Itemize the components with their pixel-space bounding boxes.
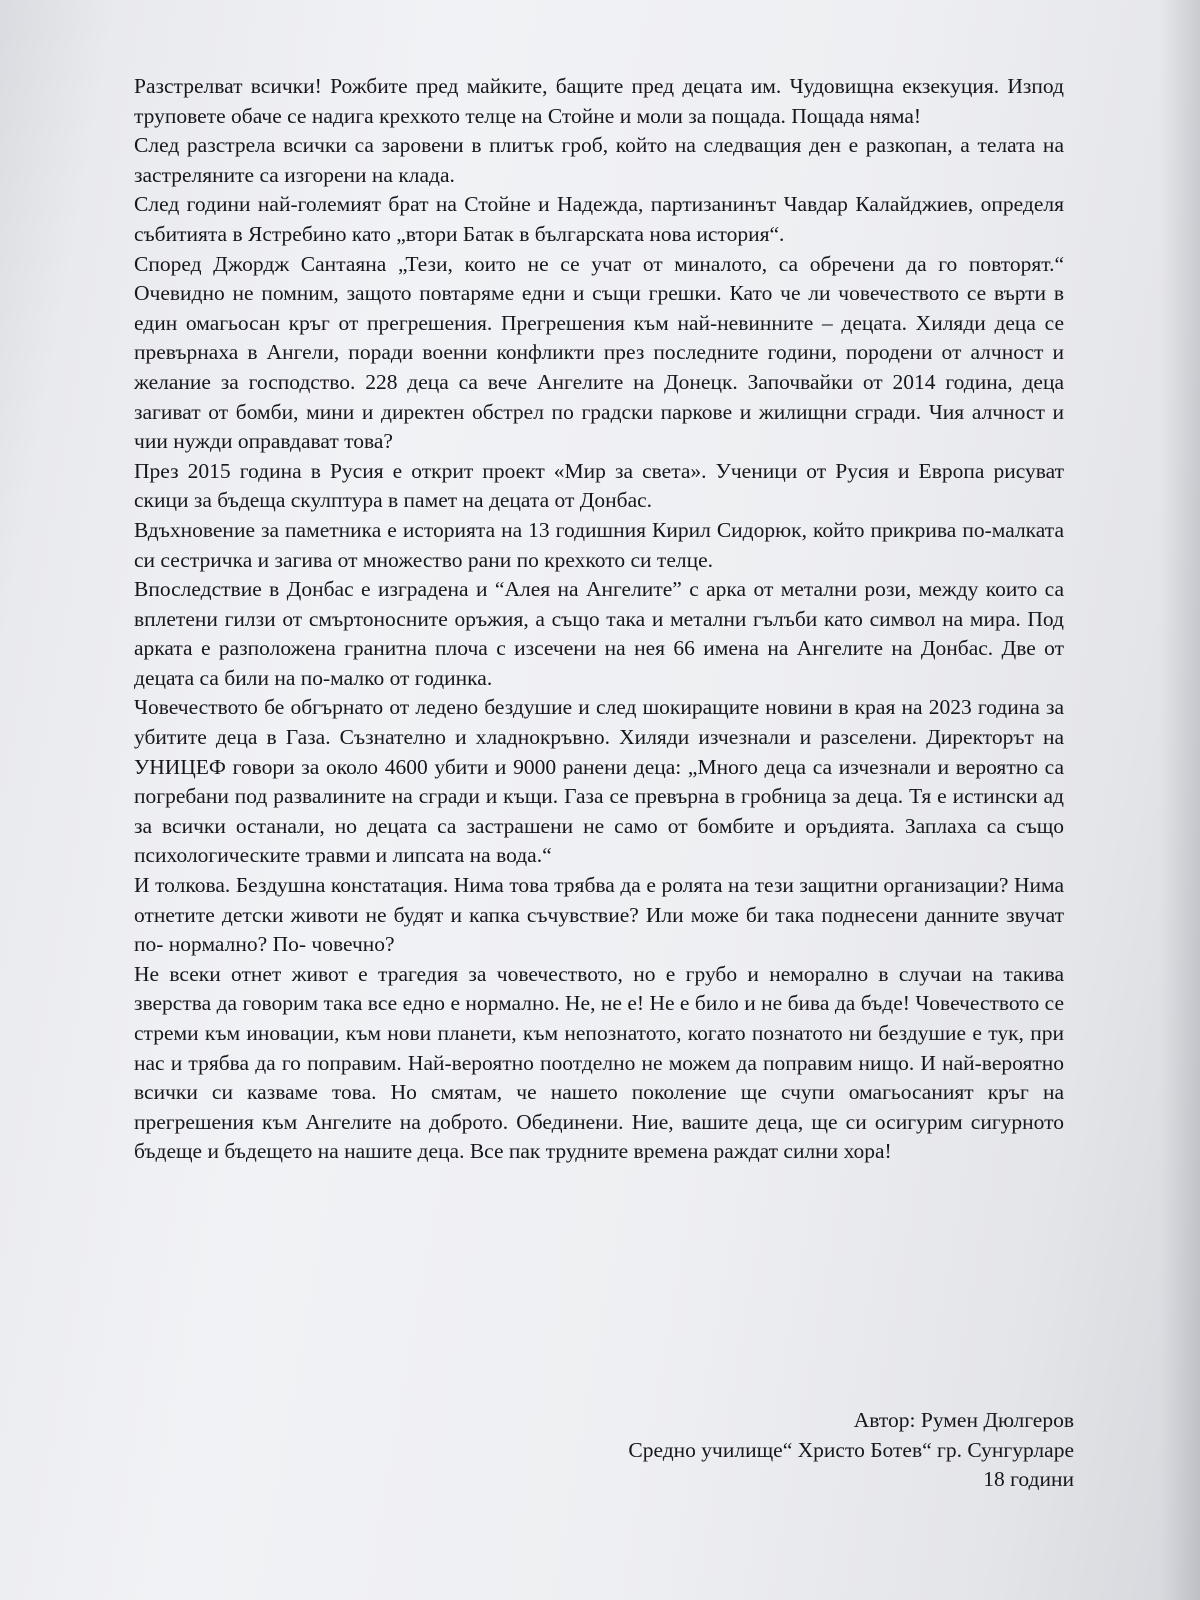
paragraph-6: Вдъхновение за паметника е историята на 13 годишния Кирил Сидорюк, който прикрива по-малката си сестричка и загива от множество рани по крехкото си телце. xyxy=(134,517,1064,572)
paragraph-3: След години най-големият брат на Стойне и Надежда, партизанинът Чавдар Калайджиев, определя събитията в Ястребино като „втори Батак в българската нова история“. xyxy=(134,192,1064,246)
paragraph-4: Според Джордж Сантаяна „Тези, които не се учат от миналото, са обречени да го повторят.“ Очевидно не помним, защото повтаряме едни и същи грешки. Като че ли човечеството се върти в един омагьосан кръг от прегрешения. Прегрешения към най-невинните – децата. Хиляди деца се превърнаха в Ангели, поради военни конфликти през последните години, породени от алчност и желание за господство. 228 деца са вече Ангелите на Донецк. Започвайки от 2014 година, деца загиват от бомби, мини и директен обстрел по градски паркове и жилищни сгради. Чия алчност и чии нужди оправдават това? xyxy=(134,251,1064,454)
essay-body xyxy=(134,72,1064,1167)
paragraph-7: Впоследствие в Донбас е изградена и “Алея на Ангелите” с арка от метални рози, между които са вплетени гилзи от смъртоносните оръжия, а също така и метални гълъби като символ на мира. Под арката е разположена гранитна плоча с изсечени на нея 66 имена на Ангелите на Донбас. Две от децата са били на по-малко от годинка. xyxy=(134,577,1064,690)
author-name: Автор: Румен Дюлгеров xyxy=(853,1408,1074,1432)
paragraph-10: Не всеки отнет живот е трагедия за човечеството, но е грубо и неморално в случаи на такива зверства да говорим така все едно е нормално. Не, не е! Не е било и не бива да бъде! Човечеството се стреми към иновации, към нови планети, към непознатото, когато познатото ни бездушие е тук, при нас и трябва да го поправим. Най-вероятно поотделно не можем да поправим нищо. И най-вероятно всички си казваме това. Но смятам, че нашето поколение ще счупи омагьосаният кръг на прегрешения към Ангелите на доброто. Обединени. Ние, вашите деца, ще си осигурим сигурното бъдеще и бъдещето на нашите деца. Все пак трудните времена раждат силни хора! xyxy=(134,961,1064,1164)
paragraph-8: Човечеството бе обгърнато от ледено бездушие и след шокиращите новини в края на 2023 година за убитите деца в Газа. Съзнателно и хладнокръвно. Хиляди изчезнали и разселени. Директорът на УНИЦЕФ говори за около 4600 убити и 9000 ранени деца: „Много деца са изчезнали и вероятно са погребани под развалините на сгради и къщи. Газа се превърна в гробница за деца. Тя е истински ад за всички останали, но децата са застрашени не само от бомбите и оръдията. Заплаха са също психологическите травми и липсата на вода.“ xyxy=(134,695,1064,868)
paragraph-5: През 2015 година в Русия е открит проект «Мир за света». Ученици от Русия и Европа рисуват скици за бъдеща скулптура в памет на децата от Донбас. xyxy=(134,458,1064,513)
paper-edge-shadow xyxy=(1160,0,1200,1600)
author-school: Средно училище“ Христо Ботев“ гр. Сунгурларе xyxy=(628,1437,1074,1462)
paragraph-9: И толкова. Бездушна констатация. Нима това трябва да е ролята на тези защитни организации? Нима отнетите детски животи не будят и капка съчувствие? Или може би така поднесени данните звучат по- нормално? По- човечно? xyxy=(134,873,1064,957)
author-signature xyxy=(374,1406,1074,1495)
author-age: 18 години xyxy=(983,1467,1074,1492)
paragraph-1: Разстрелват всички! Рожбите пред майките, бащите пред децата им. Чудовищна екзекуция. Изпод труповете обаче се надига крехкото телце на Стойне и моли за пощада. Пощада няма! xyxy=(134,74,1064,128)
paragraph-2: След разстрела всички са заровени в плитък гроб, който на следващия ден е разкопан, а телата на застреляните са изгорени на клада. xyxy=(134,133,1064,187)
